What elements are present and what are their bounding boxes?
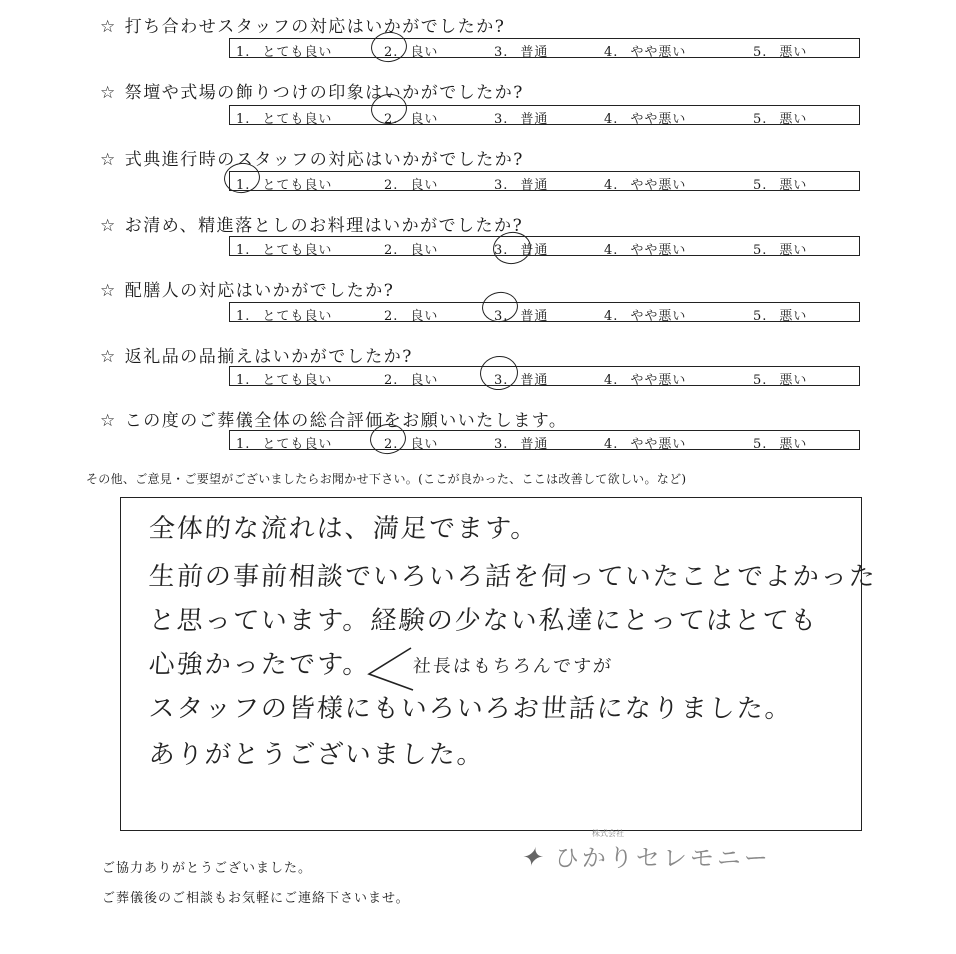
answer-row-7 xyxy=(229,430,860,450)
question-6 xyxy=(100,342,413,367)
option-2[interactable]: 2. 良い xyxy=(384,309,439,324)
comment-line-3: と思っています。経験の少ない私達にとってはとても xyxy=(147,606,820,636)
option-1[interactable]: 1. とても良い xyxy=(236,437,333,452)
option-4[interactable]: 4. やや悪い xyxy=(604,112,687,127)
option-1[interactable]: 1. とても良い xyxy=(236,243,333,258)
question-text: 打ち合わせスタッフの対応はいかがでしたか? xyxy=(124,17,506,37)
comment-line-4: 心強かったです。 xyxy=(147,650,372,680)
footer-thanks: ご協力ありがとうございました。 xyxy=(102,861,313,876)
star-icon: ☆ xyxy=(100,83,117,103)
option-4[interactable]: 4. やや悪い xyxy=(604,243,687,258)
comment-line-2: 生前の事前相談でいろいろ話を伺っていたことでよかった xyxy=(147,562,878,592)
answer-row-1 xyxy=(229,38,860,58)
answer-row-4 xyxy=(229,236,860,256)
question-text: この度のご葬儀全体の総合評価をお願いいたします。 xyxy=(124,411,568,431)
logo-name: ひかりセレモニー xyxy=(554,844,771,872)
option-3[interactable]: 3. 普通 xyxy=(494,178,549,193)
question-4 xyxy=(100,211,523,236)
question-text: 返礼品の品揃えはいかがでしたか? xyxy=(124,347,413,367)
question-7 xyxy=(100,406,567,431)
star-icon: ☆ xyxy=(100,281,117,301)
option-5[interactable]: 5. 悪い xyxy=(753,178,808,193)
option-5[interactable]: 5. 悪い xyxy=(753,112,808,127)
company-logo xyxy=(520,829,771,873)
question-5 xyxy=(100,276,394,301)
question-2 xyxy=(100,78,524,103)
option-2[interactable]: 2. 良い xyxy=(384,373,439,388)
answer-row-3 xyxy=(229,171,860,191)
option-4[interactable]: 4. やや悪い xyxy=(604,45,687,60)
option-3[interactable]: 3. 普通 xyxy=(494,373,549,388)
question-text: お清め、精進落としのお料理はいかがでしたか? xyxy=(124,216,524,236)
option-3[interactable]: 3. 普通 xyxy=(494,112,549,127)
star-icon: ☆ xyxy=(100,150,117,170)
option-5[interactable]: 5. 悪い xyxy=(753,309,808,324)
option-2[interactable]: 2. 良い xyxy=(384,112,439,127)
comment-line-6: ありがとうございました。 xyxy=(147,740,486,770)
comment-line-5: スタッフの皆様にもいろいろお世話になりました。 xyxy=(147,694,794,724)
answer-row-5 xyxy=(229,302,860,322)
star-icon: ☆ xyxy=(100,17,117,37)
option-4[interactable]: 4. やや悪い xyxy=(604,437,687,452)
answer-row-2 xyxy=(229,105,860,125)
option-5[interactable]: 5. 悪い xyxy=(753,373,808,388)
option-3[interactable]: 3. 普通 xyxy=(494,45,549,60)
star-icon: ☆ xyxy=(100,411,117,431)
logo-mark-icon: ✦ xyxy=(520,843,540,873)
option-1[interactable]: 1. とても良い xyxy=(236,178,333,193)
option-4[interactable]: 4. やや悪い xyxy=(604,309,687,324)
option-4[interactable]: 4. やや悪い xyxy=(604,373,687,388)
option-3[interactable]: 3. 普通 xyxy=(494,243,549,258)
comment-box[interactable] xyxy=(120,497,878,831)
question-text: 配膳人の対応はいかがでしたか? xyxy=(124,281,395,301)
option-3[interactable]: 3. 普通 xyxy=(494,437,549,452)
question-text: 祭壇や式場の飾りつけの印象はいかがでしたか? xyxy=(124,83,524,103)
question-3 xyxy=(100,145,524,170)
option-2[interactable]: 2. 良い xyxy=(384,243,439,258)
insert-arrow-icon xyxy=(121,498,863,832)
answer-row-6 xyxy=(229,366,860,386)
option-4[interactable]: 4. やや悪い xyxy=(604,178,687,193)
footer-contact: ご葬儀後のご相談もお気軽にご連絡下さいませ。 xyxy=(102,891,410,906)
comment-instruction: その他、ご意見・ご要望がございましたらお聞かせ下さい。(ここが良かった、ここは改善して欲しい。など) xyxy=(86,472,687,486)
option-1[interactable]: 1. とても良い xyxy=(236,373,333,388)
option-3[interactable]: 3. 普通 xyxy=(494,309,549,324)
star-icon: ☆ xyxy=(100,347,117,367)
option-5[interactable]: 5. 悪い xyxy=(753,45,808,60)
option-2[interactable]: 2. 良い xyxy=(384,437,439,452)
option-1[interactable]: 1. とても良い xyxy=(236,309,333,324)
option-2[interactable]: 2. 良い xyxy=(384,178,439,193)
logo-small-text: 株式会社 xyxy=(592,829,624,838)
question-1 xyxy=(100,12,505,37)
option-1[interactable]: 1. とても良い xyxy=(236,112,333,127)
option-5[interactable]: 5. 悪い xyxy=(753,243,808,258)
option-1[interactable]: 1. とても良い xyxy=(236,45,333,60)
option-2[interactable]: 2. 良い xyxy=(384,45,439,60)
question-text: 式典進行時のスタッフの対応はいかがでしたか? xyxy=(124,150,524,170)
comment-line-1: 全体的な流れは、満足でます。 xyxy=(147,514,540,544)
comment-insert: 社長はもちろんですが xyxy=(412,656,614,677)
star-icon: ☆ xyxy=(100,216,117,236)
option-5[interactable]: 5. 悪い xyxy=(753,437,808,452)
